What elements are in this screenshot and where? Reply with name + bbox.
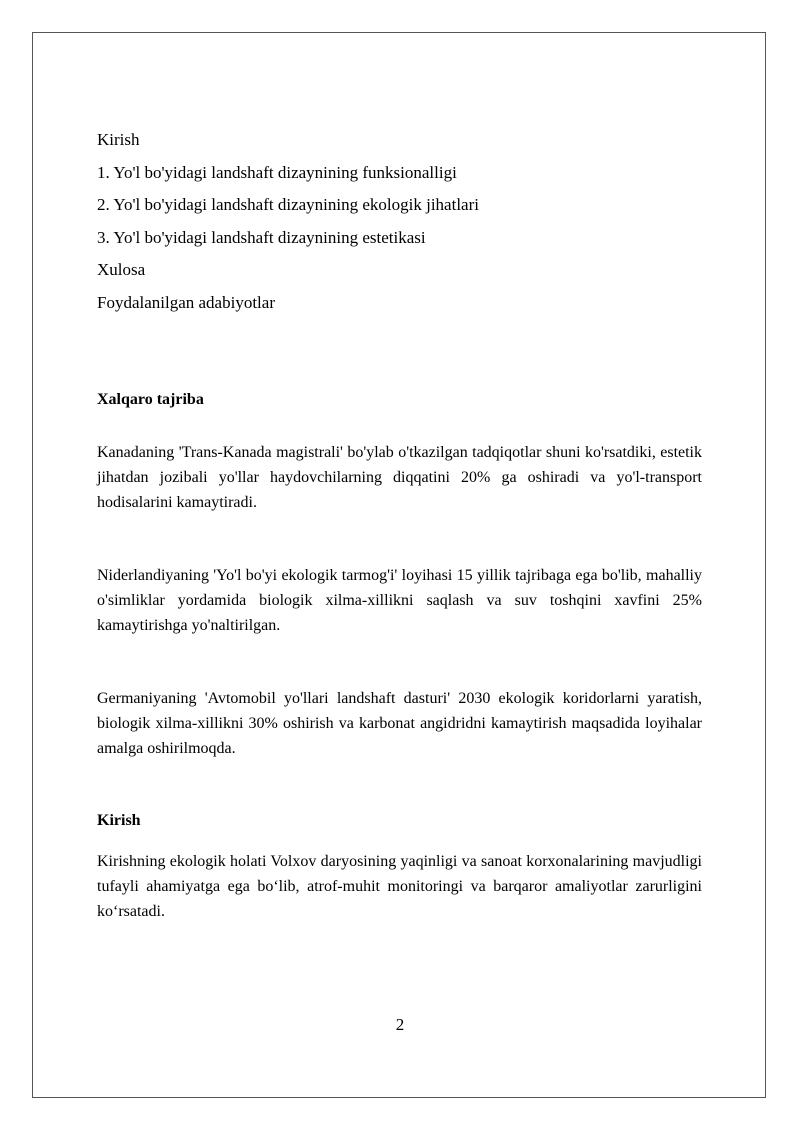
paragraph-kirish: Kirishning ekologik holati Volxov daryosining yaqinligi va sanoat korxonalarining mavjudligi tufayli ahamiyatga ega bo‘lib, atrof-muhit monitoringi va barqaror amaliyotlar zarurligini ko‘rsatadi. bbox=[97, 853, 702, 920]
toc-item: Kirish bbox=[97, 130, 140, 149]
section-heading-xalqaro-tajriba: Xalqaro tajriba bbox=[97, 391, 204, 408]
paragraph-netherlands: Niderlandiyaning 'Yo'l bo'yi ekologik tarmog'i' loyihasi 15 yillik tajribaga ega bo'lib, mahalliy o'simliklar yordamida biologik xilma-xillikni saqlash va suv toshqini xavfini 25% kamaytirishga yo'naltirilgan. bbox=[97, 567, 702, 634]
section-heading-kirish: Kirish bbox=[97, 812, 141, 829]
toc-item: 1. Yo'l bo'yidagi landshaft dizaynining funksionalligi bbox=[97, 162, 457, 182]
toc-item: 3. Yo'l bo'yidagi landshaft dizaynining estetikasi bbox=[97, 227, 426, 247]
page-number: 2 bbox=[395, 1015, 405, 1034]
toc-item: 2. Yo'l bo'yidagi landshaft dizaynining ekologik jihatlari bbox=[97, 195, 479, 214]
paragraph-canada: Kanadaning 'Trans-Kanada magistrali' bo'ylab o'tkazilgan tadqiqotlar shuni ko'rsatdiki, estetik jihatdan jozibali yo'llar haydovchilarning diqqatini 20% ga oshiradi va yo'l-transport hodisalarini kamaytiradi. bbox=[97, 444, 702, 511]
toc-item: Xulosa bbox=[97, 260, 146, 279]
toc-item: Foydalanilgan adabiyotlar bbox=[97, 292, 275, 312]
table-of-contents bbox=[97, 124, 702, 319]
paragraph-germany: Germaniyaning 'Avtomobil yo'llari landshaft dasturi' 2030 ekologik koridorlarni yaratish, biologik xilma-xillikni 30% oshirish va karbonat angidridni kamaytirish maqsadida loyihalar amalga oshirilmoqda. bbox=[97, 690, 702, 757]
